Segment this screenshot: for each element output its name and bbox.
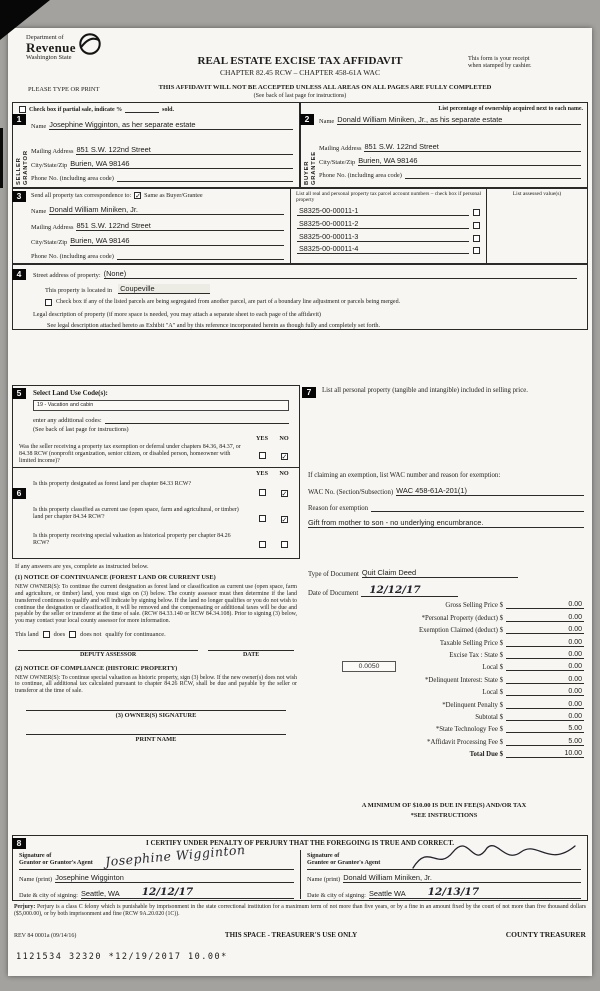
- section-4-badge: 4: [12, 269, 26, 280]
- send-correspondence-row: [31, 192, 286, 199]
- grantee-name-print-label: Name (print): [307, 876, 341, 883]
- treasurer-space-label: THIS SPACE - TREASURER'S USE ONLY: [224, 931, 358, 939]
- see-back-note: (See back of last page for instructions): [253, 92, 347, 99]
- seller-city-label: City/State/Zip: [31, 162, 68, 169]
- section-3-correspondence: [13, 189, 291, 263]
- form-title: REAL ESTATE EXCISE TAX AFFIDAVIT: [197, 55, 403, 67]
- buyer-name-label: Name: [319, 118, 335, 125]
- doc-type-label: Type of Document: [308, 571, 359, 578]
- buyer-address-row: [319, 142, 581, 152]
- please-type-note: PLEASE TYPE OR PRINT: [28, 86, 100, 93]
- seller-side-label: SELLER: [16, 157, 22, 185]
- section-6-box: [12, 467, 300, 559]
- grantee-side-label: GRANTEE: [311, 151, 317, 185]
- county-treasurer-label: COUNTY TREASURER: [505, 930, 586, 939]
- corr-name-value: Donald William Miniken, Jr.: [49, 205, 138, 214]
- total-due-row: [308, 750, 584, 758]
- perjury-statement: [14, 904, 586, 917]
- wac-value: WAC 458-61A-201(1): [396, 486, 467, 495]
- corr-address-value: 851 S.W. 122nd Street: [76, 221, 151, 230]
- located-in-label: This property is located in: [45, 287, 113, 294]
- seller-city-value: Burien, WA 98146: [70, 159, 130, 168]
- grantee-signature-scribble: [409, 838, 579, 876]
- seller-phone-row: [31, 173, 293, 182]
- parcel-row-1: [297, 206, 480, 216]
- logo-swirl-icon: [78, 32, 102, 56]
- grantee-date-row: [307, 886, 581, 899]
- owners-signature-label: (3) OWNER(S) SIGNATURE: [115, 711, 197, 719]
- street-address-value: (None): [103, 269, 127, 278]
- state-technology-fee-row: [308, 725, 584, 733]
- document-page: [8, 28, 592, 976]
- delinquent-interest-local-row: [308, 688, 584, 696]
- legal-description-label: Legal description of property (if more space is needed, you may attach a separate sheet to each page of the affidavit): [33, 311, 321, 318]
- section-5-yes-no-header: [13, 435, 295, 442]
- grantor-agent-label: Grantor or Grantor's Agent: [19, 859, 93, 867]
- corr-city-row: [31, 236, 284, 246]
- additional-codes-label: enter any additional codes:: [33, 417, 102, 424]
- footer-line: [14, 930, 586, 939]
- gross-selling-price-label: Gross Selling Price $: [445, 602, 503, 610]
- excise-tax-state-row: [308, 651, 584, 659]
- parcel-list-header: List all real and personal property tax parcel account numbers – check box if personal property: [296, 191, 482, 204]
- perjury-body: Perjury is a class C felony which is punishable by imprisonment in the state correctional institution for a maximum term of not more than five years, or by a fine in an amount fixed by the court of not more than five thousand dollars ($5,000.00), or by both imprisonment and fine (RCW 9A.20.020 (1C)).: [14, 904, 587, 917]
- street-address-label: Street address of property:: [33, 272, 101, 279]
- notice-continuance-title: (1) NOTICE OF CONTINUANCE (FOREST LAND OR CURRENT USE): [15, 574, 216, 582]
- total-due-value: 10.00: [506, 750, 584, 758]
- section-6-badge: 6: [12, 488, 26, 499]
- seller-city-row: [31, 159, 293, 169]
- section-6-yes-no-header: [13, 470, 295, 477]
- partial-sale-blank: [125, 106, 159, 113]
- does-not-label: does not: [80, 630, 102, 638]
- s6-q2-yes-checkbox: [259, 515, 266, 522]
- land-use-title: Select Land Use Code(s):: [33, 389, 108, 397]
- reason-label-row: [308, 503, 584, 512]
- owners-signature-line: [26, 710, 286, 711]
- taxable-selling-price-label: Taxable Selling Price $: [439, 639, 503, 647]
- left-column: [12, 385, 300, 743]
- gross-selling-price-value: 0.00: [506, 601, 584, 609]
- segregated-row: [45, 299, 577, 306]
- corr-name-row: [31, 205, 284, 215]
- notice-compliance-body: NEW OWNER(S): To continue special valuation as historic property, sign (3) below. If the new owner(s) does not wish to continue, all additional tax calculated pursuant to chapter 84.26 RCW, shall be due and payable by the seller or transferor at the time of sale.: [15, 674, 297, 695]
- cashier-stamp: 1121534 32320 *12/19/2017 10.00*: [16, 952, 228, 962]
- section-5-no-label: NO: [279, 435, 289, 442]
- s6-q1-yes-checkbox: [259, 489, 266, 496]
- parcel-2-personal-checkbox: [473, 222, 480, 229]
- grantor-date-city-label: Date & city of signing:: [19, 892, 78, 899]
- grantee-signature-column: [300, 850, 587, 899]
- grantor-signature-column: [13, 841, 300, 899]
- corr-phone-label: Phone No. (including area code): [31, 253, 114, 260]
- affidavit-processing-fee-row: [308, 738, 584, 746]
- excise-tax-state-value: 0.00: [506, 651, 584, 659]
- buyer-city-row: [319, 156, 581, 166]
- subtotal-value: 0.00: [506, 713, 584, 721]
- grantor-date-value: 12/12/17: [141, 886, 194, 898]
- current-use-question-row: [19, 507, 295, 526]
- reason-label: Reason for exemption: [308, 505, 369, 512]
- logo-state-line: Washington State: [26, 54, 72, 61]
- receipt-note-line2: when stamped by cashier.: [468, 62, 532, 70]
- total-due-label: Total Due $: [469, 751, 503, 759]
- affidavit-processing-fee-value: 5.00: [506, 738, 584, 746]
- minimum-fee-note: A MINIMUM OF $10.00 IS DUE IN FEE(S) AND/OR TAX: [361, 802, 527, 810]
- s6-q3-no-checkbox: [281, 541, 288, 548]
- street-address-row: [33, 269, 577, 279]
- grantor-side-label: GRANTOR: [23, 150, 29, 185]
- assessed-value-header: List assessed value(s): [512, 191, 562, 197]
- segregated-checkbox: [45, 299, 52, 306]
- buyer-phone-row: [319, 170, 581, 179]
- seller-phone-label: Phone No. (including area code): [31, 175, 114, 182]
- land-use-code-value: 19 - Vacation and cabin: [33, 400, 289, 411]
- grantor-name-print-label: Name (print): [19, 876, 53, 883]
- current-use-question: Is this property classified as current use (open space, farm and agricultural, or timber) land per chapter 84.34 RCW?: [33, 507, 239, 521]
- delinquent-penalty-label: *Delinquent Penalty $: [442, 701, 503, 709]
- gross-selling-price-row: [308, 601, 584, 609]
- seller-name-label: Name: [31, 123, 47, 130]
- exemption-deferral-question-row: [19, 444, 295, 464]
- buyer-address-label: Mailing Address: [319, 145, 362, 152]
- doc-type-value: Quit Claim Deed: [361, 568, 417, 577]
- section-3-box: [12, 188, 588, 264]
- receipt-note-line1: This form is your receipt: [468, 55, 530, 62]
- taxable-selling-price-row: [308, 639, 584, 647]
- parcel-number-4: S8325-00-00011-4: [297, 244, 469, 254]
- parcel-number-1: S8325-00-00011-1: [297, 206, 469, 216]
- parcel-3-personal-checkbox: [473, 235, 480, 242]
- parcel-row-3: [297, 232, 480, 242]
- form-chapter: CHAPTER 82.45 RCW – CHAPTER 458-61A WAC: [220, 68, 380, 77]
- grantor-signature-script: Josephine Wigginton: [104, 841, 246, 870]
- delinquent-interest-local-value: 0.00: [506, 688, 584, 696]
- doc-date-label: Date of Document: [308, 590, 359, 597]
- grantee-city-value: Seattle WA: [368, 889, 406, 898]
- parcel-row-2: [297, 219, 480, 229]
- does-label: does: [53, 630, 66, 638]
- parcel-4-personal-checkbox: [473, 247, 480, 254]
- wac-row: [308, 486, 584, 496]
- same-as-buyer-label: Same as Buyer/Grantee: [144, 192, 203, 199]
- personal-property-deduct-value: 0.00: [506, 614, 584, 622]
- seller-address-label: Mailing Address: [31, 148, 74, 155]
- scan-corner-artifact: [0, 0, 50, 40]
- legal-description-value: See legal description attached hereto as Exhibit "A" and by this reference incorporated herein as though fully and completely set forth.: [47, 322, 381, 329]
- corr-city-label: City/State/Zip: [31, 239, 68, 246]
- doc-date-row: [308, 584, 458, 597]
- print-name-line: [26, 734, 286, 735]
- seller-name-value: Josephine Wigginton, as her separate estate: [49, 120, 196, 129]
- corr-phone-row: [31, 251, 284, 260]
- section-7-badge: 7: [302, 387, 316, 398]
- delinquent-interest-state-value: 0.00: [506, 676, 584, 684]
- buyer-address-value: 851 S.W. 122nd Street: [364, 142, 439, 151]
- section-1-seller-box: [12, 102, 300, 188]
- delinquent-interest-state-row: [308, 676, 584, 684]
- parcel-1-personal-checkbox: [473, 209, 480, 216]
- corr-name-label: Name: [31, 208, 47, 215]
- section-4-box: [12, 264, 588, 330]
- grantor-city-value: Seattle, WA: [80, 889, 120, 898]
- delinquent-interest-local-label: Local $: [482, 689, 503, 697]
- historic-property-question: Is this property receiving special valuation as historical property per chapter 84.26 RCW?: [33, 533, 231, 547]
- local-tax-label: Local $: [482, 664, 503, 672]
- grantor-sig-of: Signature of: [19, 852, 52, 859]
- buyer-name-value: Donald William Miniken, Jr., as his separate estate: [337, 115, 503, 124]
- parcel-row-4: [297, 244, 480, 254]
- qualify-label: qualify for continuance.: [105, 630, 166, 638]
- section-5-badge: 5: [12, 388, 26, 399]
- grantor-date-row: [19, 886, 294, 899]
- grantee-agent-label: Grantee or Grantee's Agent: [307, 859, 381, 867]
- grantee-date-value: 12/13/17: [427, 886, 480, 898]
- partial-sale-sold-label: sold.: [162, 107, 175, 113]
- located-in-row: [45, 284, 577, 294]
- segregated-note: Check box if any of the listed parcels are being segregated from another parcel, are part of a boundary line adjustment or parcels being merged.: [56, 299, 401, 305]
- buyer-phone-label: Phone No. (including area code): [319, 172, 402, 179]
- buyer-side-label: BUYER: [304, 160, 310, 185]
- forest-land-question: Is this property designated as forest land per chapter 84.33 RCW?: [33, 481, 192, 488]
- buyer-city-value: Burien, WA 98146: [358, 156, 418, 165]
- section-3-badge: 3: [12, 191, 26, 202]
- section-7-column: [300, 385, 588, 819]
- section-5-see-back: (See back of last page for instructions): [33, 426, 129, 433]
- section-6-yes-label: YES: [255, 470, 269, 478]
- deputy-date-label: DATE: [208, 650, 294, 658]
- doc-type-row: [308, 568, 518, 578]
- send-correspondence-label: Send all property tax correspondence to:: [31, 192, 132, 199]
- personal-property-deduct-label: *Personal Property (deduct) $: [421, 614, 503, 622]
- state-technology-fee-value: 5.00: [506, 725, 584, 733]
- continuance-qualify-row: [15, 631, 297, 638]
- buyer-city-label: City/State/Zip: [319, 159, 356, 166]
- exemption-claimed-value: 0.00: [506, 626, 584, 634]
- deputy-assessor-row: [18, 650, 294, 658]
- receipt-note: [468, 55, 580, 69]
- this-land-label: This land: [15, 630, 39, 638]
- affidavit-processing-fee-label: *Affidavit Processing Fee $: [427, 738, 503, 746]
- notice-continuance-body: NEW OWNER(S): To continue the current designation as forest land or classification as current use (open space, farm and agriculture, or timber) land, you must sign on (3) below. The county assessor must then determine if the land transferred continues to qualify and will indicate by signing below. If the land no longer qualifies or you do not wish to continue the designation or classification, it will be removed and the compensating or additional taxes will be due and payable by the seller or transferor at the time of sale. (RCW 84.33.140 or RCW 84.34.108). Prior to signing (3) below, you may contact your local county assessor for more information.: [15, 584, 297, 624]
- seller-name-row: [31, 120, 293, 130]
- subtotal-label: Subtotal $: [475, 713, 503, 721]
- section-8-badge: 8: [12, 838, 26, 849]
- partial-sale-checkbox: [19, 106, 26, 113]
- delinquent-penalty-value: 0.00: [506, 701, 584, 709]
- certify-statement: I CERTIFY UNDER PENALTY OF PERJURY THAT THE FOREGOING IS TRUE AND CORRECT.: [145, 839, 454, 847]
- exemption-claimed-row: [308, 626, 584, 634]
- scan-edge-artifact: [0, 128, 3, 188]
- taxable-selling-price-value: 0.00: [506, 639, 584, 647]
- grantor-signature-row: [19, 841, 294, 870]
- section-2-badge: 2: [300, 114, 314, 125]
- seller-address-row: [31, 145, 293, 155]
- additional-codes-row: [33, 415, 289, 424]
- parcel-list-column: [291, 189, 487, 263]
- partial-sale-row: [19, 106, 293, 113]
- delinquent-penalty-row: [308, 701, 584, 709]
- grantee-signature-row: [307, 850, 581, 870]
- notice-compliance-title: (2) NOTICE OF COMPLIANCE (HISTORIC PROPERTY): [15, 664, 178, 672]
- s6-q2-no-checkbox: ✓: [281, 516, 288, 525]
- corr-address-label: Mailing Address: [31, 224, 74, 231]
- section-8-box: [12, 835, 588, 901]
- personal-property-deduct-row: [308, 614, 584, 622]
- s6-q3-yes-checkbox: [259, 541, 266, 548]
- delinquent-interest-state-label: *Delinquent Interest: State $: [425, 676, 503, 684]
- corr-address-row: [31, 221, 284, 231]
- logo-revenue-line: Revenue: [26, 40, 76, 55]
- local-tax-row: [308, 663, 584, 671]
- assessed-value-column: [487, 189, 587, 263]
- subtotal-row: [308, 713, 584, 721]
- deputy-assessor-label: DEPUTY ASSESSOR: [18, 650, 198, 658]
- wac-label: WAC No. (Section/Subsection): [308, 489, 394, 496]
- historic-property-question-row: [19, 533, 295, 552]
- grantee-sig-of: Signature of: [307, 852, 340, 859]
- does-not-qualify-checkbox: [69, 631, 76, 638]
- fee-table: [300, 601, 588, 758]
- s5-q1-yes-checkbox: [259, 452, 266, 459]
- reason-value: Gift from mother to son - no underlying encumbrance.: [308, 518, 484, 527]
- local-tax-value: 0.00: [506, 663, 584, 671]
- corr-city-value: Burien, WA 98146: [70, 236, 130, 245]
- section-2-buyer-box: [300, 102, 588, 188]
- local-rate-box: 0.0050: [342, 661, 396, 672]
- logo-dept-line: Department of: [26, 34, 64, 41]
- doc-date-value: 12/12/17: [369, 584, 421, 596]
- located-in-value: Coupeville: [118, 284, 210, 294]
- warning-note: THIS AFFIDAVIT WILL NOT BE ACCEPTED UNLESS ALL AREAS ON ALL PAGES ARE FULLY COMPLETED: [158, 84, 492, 91]
- does-qualify-checkbox: [43, 631, 50, 638]
- forest-land-question-row: [19, 481, 295, 500]
- grantee-date-city-label: Date & city of signing:: [307, 892, 366, 899]
- exemption-claimed-label: Exemption Claimed (deduct) $: [419, 627, 503, 635]
- rev-number: REV 84 0001a (09/14/16): [14, 933, 77, 939]
- section-5-box: [12, 385, 300, 468]
- personal-property-note: List all personal property (tangible and intangible) included in selling price.: [322, 387, 528, 394]
- same-as-buyer-checkbox: ✓: [135, 192, 142, 200]
- excise-tax-state-label: Excise Tax : State $: [449, 651, 503, 659]
- section-5-yes-label: YES: [255, 435, 269, 442]
- grantor-name-row: [19, 873, 294, 883]
- reason-value-row: [308, 518, 584, 528]
- exemption-note: If claiming an exemption, list WAC number and reason for exemption:: [308, 472, 501, 479]
- print-name-label: PRINT NAME: [135, 735, 177, 743]
- state-technology-fee-label: *State Technology Fee $: [435, 726, 503, 734]
- section-1-badge: 1: [12, 114, 26, 125]
- if-yes-note: If any answers are yes, complete as instructed below.: [15, 563, 149, 571]
- grantee-name-value: Donald William Miniken, Jr.: [343, 873, 432, 882]
- buyer-name-row: [319, 115, 581, 125]
- grantor-name-value: Josephine Wigginton: [55, 873, 124, 882]
- s5-q1-no-checkbox: ✓: [281, 453, 288, 461]
- partial-sale-label: Check box if partial sale, indicate %: [29, 107, 123, 113]
- perjury-lead: Perjury:: [14, 904, 36, 910]
- seller-address-value: 851 S.W. 122nd Street: [76, 145, 151, 154]
- see-instructions-note: *SEE INSTRUCTIONS: [410, 812, 478, 820]
- section-6-no-label: NO: [279, 470, 289, 478]
- ownership-percentage-note: List percentage of ownership acquired next to each name.: [438, 106, 583, 112]
- parcel-number-3: S8325-00-00011-3: [297, 232, 469, 242]
- s6-q1-no-checkbox: ✓: [281, 490, 288, 499]
- parcel-number-2: S8325-00-00011-2: [297, 219, 469, 229]
- exemption-deferral-question: Was the seller receiving a property tax exemption or deferral under chapters 84.36, 84.37, or 84.38 RCW (nonprofit organization, senior citizen, or disabled person, homeowner with limited income)?: [19, 444, 241, 464]
